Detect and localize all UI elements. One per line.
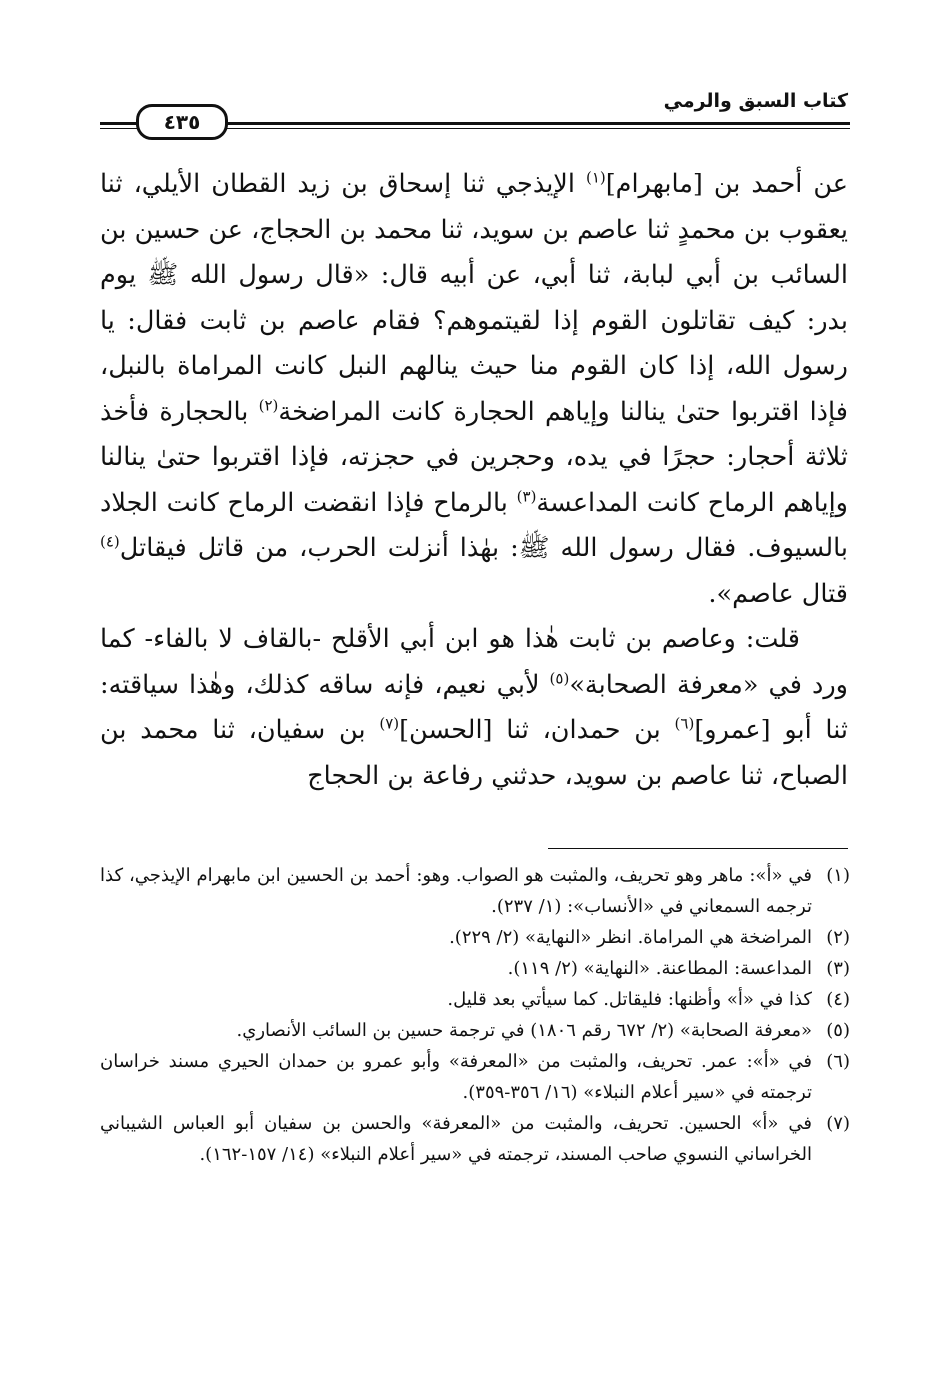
- footnote-number: (٣): [826, 958, 850, 979]
- text-segment: لأبي نعيم، فإنه ساقه كذلك، وهٰذا سياقته: ثنا أبو [عمرو]: [100, 669, 848, 745]
- text-segment: قلت: وعاصم بن ثابت هٰذا هو ابن أبي الأقلح -بالقاف لا بالفاء- كما ورد في «معرفة الصحابة»: [100, 624, 848, 700]
- text-segment: عن أحمد بن [مابهرام]: [605, 169, 849, 199]
- footnote-item: [100, 1046, 850, 1108]
- footnote-number: (٤): [826, 989, 850, 1010]
- footnote-text: المداعسة: المطاعنة. «النهاية» (٢/ ١١٩).: [507, 958, 812, 979]
- text-segment: قتال عاصم».: [708, 578, 848, 609]
- text-segment: بن سفيان، ثنا محمد بن الصباح، ثنا عاصم بن سويد، حدثني رفاعة بن الحجاج: [100, 715, 848, 791]
- text-segment: الإيذجي ثنا إسحاق بن زيد القطان الأيلي، ثنا يعقوب بن محمدٍ ثنا عاصم بن سويد، ثنا محمد بن الحجاج، عن حسين بن السائب بن أبي لبابة، ثنا أبي، عن أبيه قال: «قال رسول الله ﷺ يوم بدر: كيف تقاتلون القوم إذا لقيتموهم؟ فقام عاصم بن ثابت فقال: يا رسول الله، إذا كان القوم منا حيث ينالهم النبل كانت المراماة بالنبل، فإذا اقتربوا حتىٰ ينالنا وإياهم الحجارة كانت المراضخة: [100, 169, 848, 427]
- footnote-number: (١): [826, 865, 850, 886]
- footnote-text: المراضخة هي المراماة. انظر «النهاية» (٢/ ٢٢٩).: [449, 927, 812, 948]
- main-text: [100, 162, 848, 799]
- footnote-marker[interactable]: (٧): [379, 714, 400, 733]
- footnote-text: في «أ»: ماهر وهو تحريف، والمثبت هو الصواب. وهو: أحمد بن الحسين ابن مابهرام الإيذجي، كذا ترجمه السمعاني في «الأنساب»: (١/ ٢٣٧).: [100, 865, 812, 917]
- footnote-text: كذا في «أ» وأظنها: فليقاتل. كما سيأتي بعد قليل.: [447, 989, 812, 1010]
- footnote-item: [100, 953, 850, 984]
- text-segment: بالرماح فإذا انقضت الرماح كانت الجلاد بالسيوف. فقال رسول الله ﷺ: بهٰذا أنزلت الحرب، من قاتل فيقاتل: [100, 487, 848, 563]
- footnote-number: (٦): [826, 1051, 850, 1072]
- footnote-item: [100, 1108, 850, 1170]
- footnote-marker[interactable]: (٦): [674, 714, 695, 733]
- footnote-item: [100, 984, 850, 1015]
- text-segment: بن حمدان، ثنا [الحسن]: [399, 715, 675, 745]
- footnote-marker[interactable]: (٣): [516, 487, 537, 505]
- page-number: ٤٣٥: [136, 104, 228, 140]
- footnote-number: (٥): [826, 1020, 850, 1041]
- footnotes-section: [100, 860, 850, 1170]
- footnote-marker[interactable]: (٤): [100, 532, 120, 551]
- footnote-marker[interactable]: (٥): [549, 669, 570, 687]
- footnote-divider: [548, 848, 848, 849]
- footnote-marker[interactable]: (١): [585, 168, 606, 187]
- footnote-marker[interactable]: (٢): [258, 396, 279, 414]
- footnote-item: [100, 922, 850, 953]
- running-title: كتاب السبق والرمي: [663, 90, 848, 112]
- body-paragraph: [100, 162, 848, 617]
- footnote-item: [100, 1015, 850, 1046]
- footnote-text: في «أ»: عمر. تحريف، والمثبت من «المعرفة» وأبو عمرو بن حمدان الحيري مسند خراسان ترجمته في «سير أعلام النبلاء» (١٦/ ٣٥٦-٣٥٩).: [100, 1051, 812, 1103]
- page-header: [100, 78, 850, 138]
- footnote-number: (٧): [826, 1113, 850, 1134]
- footnote-number: (٢): [826, 927, 850, 948]
- footnote-item: [100, 860, 850, 922]
- footnote-text: في «أ» الحسين. تحريف، والمثبت من «المعرفة» والحسن بن سفيان أبو العباس الشيباني الخراساني النسوي صاحب المسند، ترجمته في «سير أعلام النبلاء» (١٤/ ١٥٧-١٦٢).: [100, 1113, 812, 1165]
- text-segment: بالحجارة فأخذ ثلاثة أحجار: حجرًا في يده، وحجرين في حجزته، فإذا اقتربوا حتىٰ ينالنا وإياهم الرماح كانت المداعسة: [100, 396, 848, 518]
- body-paragraph: [100, 617, 848, 799]
- footnote-text: «معرفة الصحابة» (٢/ ٦٧٢ رقم ١٨٠٦) في ترجمة حسين بن السائب الأنصاري.: [236, 1020, 812, 1041]
